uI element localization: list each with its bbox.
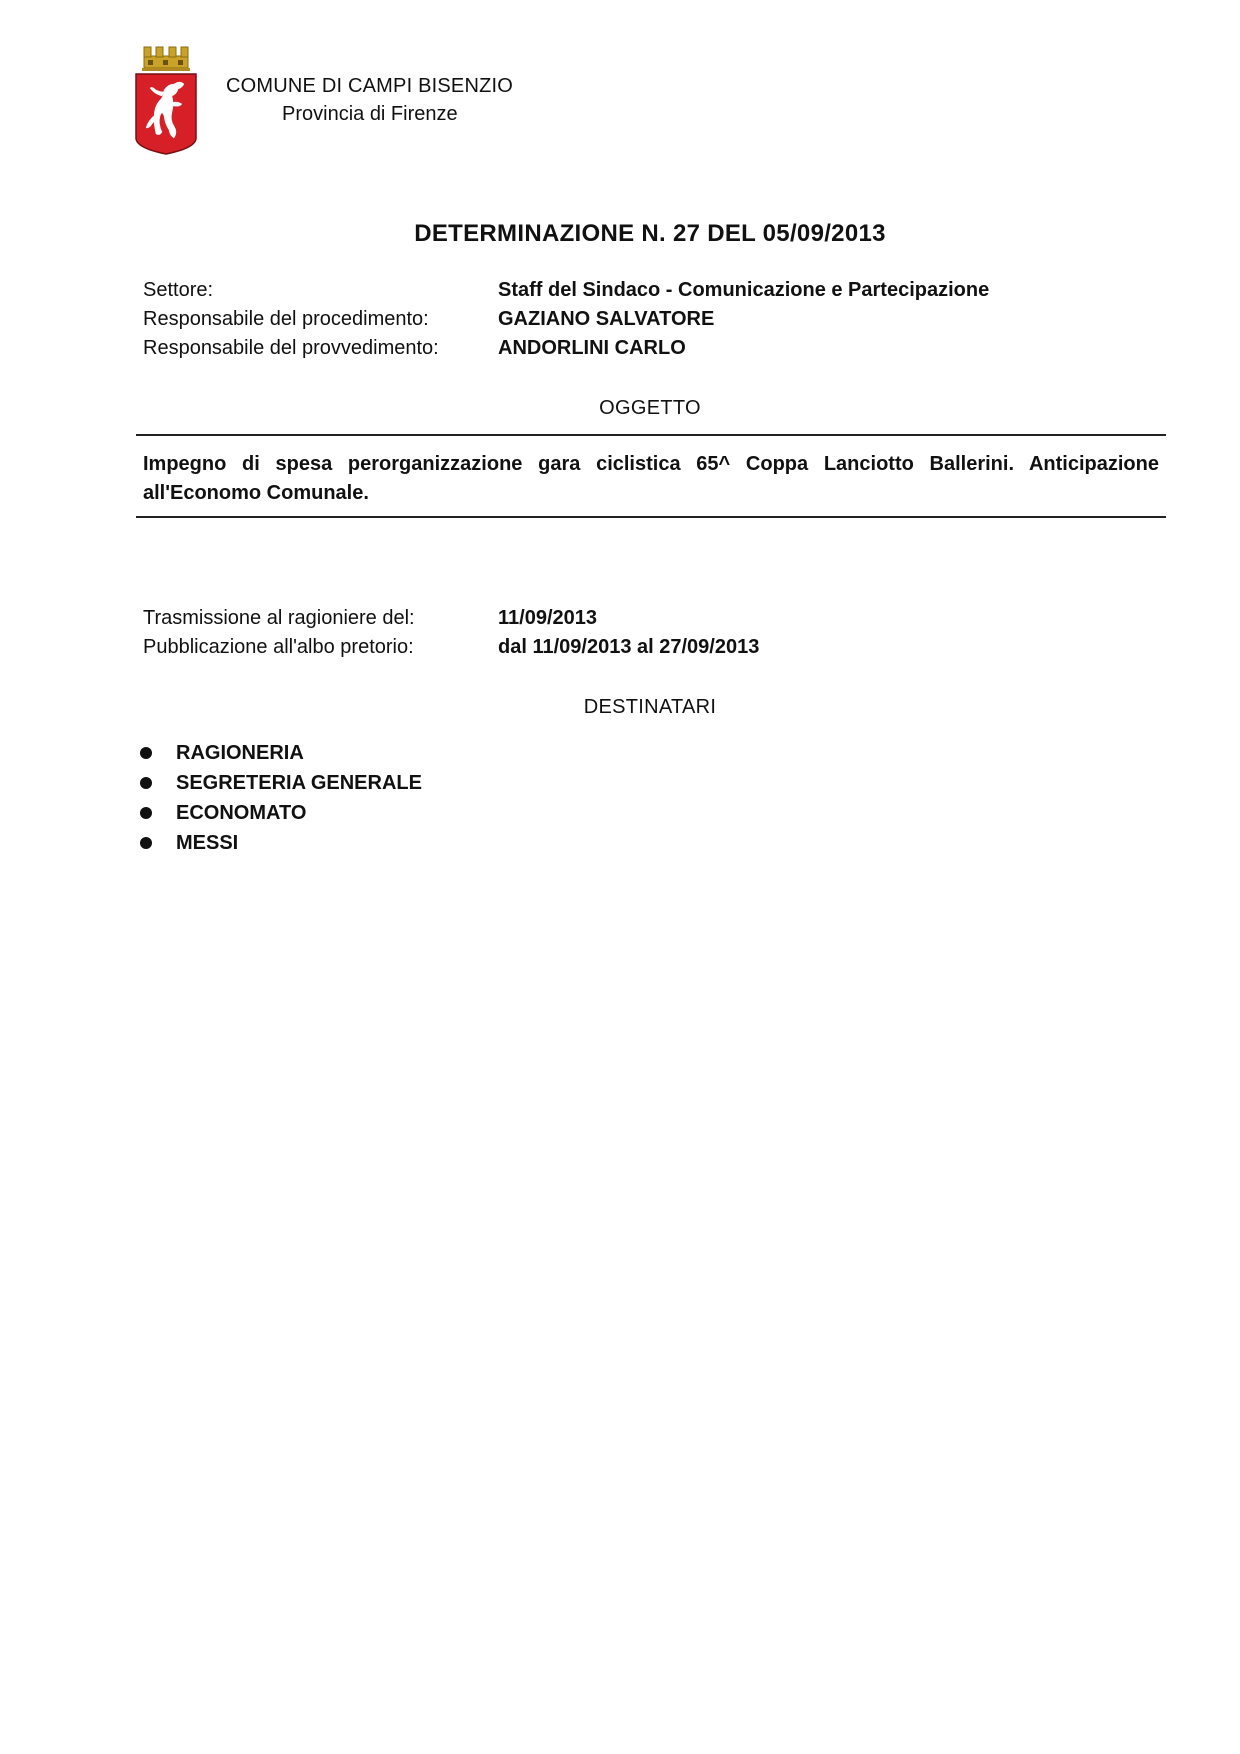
list-item xyxy=(140,738,422,768)
divider xyxy=(136,516,1166,518)
recipient-label: ECONOMATO xyxy=(176,801,307,824)
recipients-list xyxy=(140,738,422,858)
transmission-row-accountant xyxy=(143,604,759,633)
detail-value: ANDORLINI CARLO xyxy=(498,337,686,359)
subject-text: Impegno di spesa perorganizzazione gara ciclistica 65^ Coppa Lanciotto Ballerini. Anticipazione all'Economo Comunale. xyxy=(143,453,1159,504)
detail-row-sector xyxy=(143,276,989,305)
header xyxy=(226,72,513,128)
coat-of-arms-icon xyxy=(134,44,198,156)
transmission-row-publication xyxy=(143,633,759,662)
detail-value: Staff del Sindaco - Comunicazione e Partecipazione xyxy=(498,279,990,301)
document-title: DETERMINAZIONE N. 27 DEL 05/09/2013 xyxy=(414,220,886,247)
detail-label: Responsabile del procedimento: xyxy=(143,308,429,330)
list-item xyxy=(140,828,422,858)
municipality-name: COMUNE DI CAMPI BISENZIO xyxy=(226,75,514,97)
transmission-label: Pubblicazione all'albo pretorio: xyxy=(143,636,414,658)
recipients-heading: DESTINATARI xyxy=(583,696,717,718)
bullet-icon xyxy=(140,777,152,789)
transmission-value: dal 11/09/2013 al 27/09/2013 xyxy=(498,636,760,658)
recipient-label: RAGIONERIA xyxy=(176,741,304,764)
subject-heading: OGGETTO xyxy=(599,397,701,419)
detail-row-procedure-manager xyxy=(143,305,989,334)
list-item xyxy=(140,768,422,798)
crown-icon xyxy=(142,47,190,71)
transmission-value: 11/09/2013 xyxy=(498,607,597,629)
bullet-icon xyxy=(140,837,152,849)
bullet-icon xyxy=(140,807,152,819)
recipient-label: SEGRETERIA GENERALE xyxy=(176,771,422,794)
bullet-icon xyxy=(140,747,152,759)
province-name: Provincia di Firenze xyxy=(282,103,458,125)
recipient-label: MESSI xyxy=(176,831,239,854)
detail-label: Settore: xyxy=(143,279,214,301)
transmission-label: Trasmissione al ragioniere del: xyxy=(143,607,415,629)
transmission-block xyxy=(143,604,759,662)
divider xyxy=(136,434,1166,436)
details-block xyxy=(143,276,989,363)
detail-label: Responsabile del provvedimento: xyxy=(143,337,439,359)
list-item xyxy=(140,798,422,828)
detail-value: GAZIANO SALVATORE xyxy=(498,308,715,330)
detail-row-measure-manager xyxy=(143,334,989,363)
